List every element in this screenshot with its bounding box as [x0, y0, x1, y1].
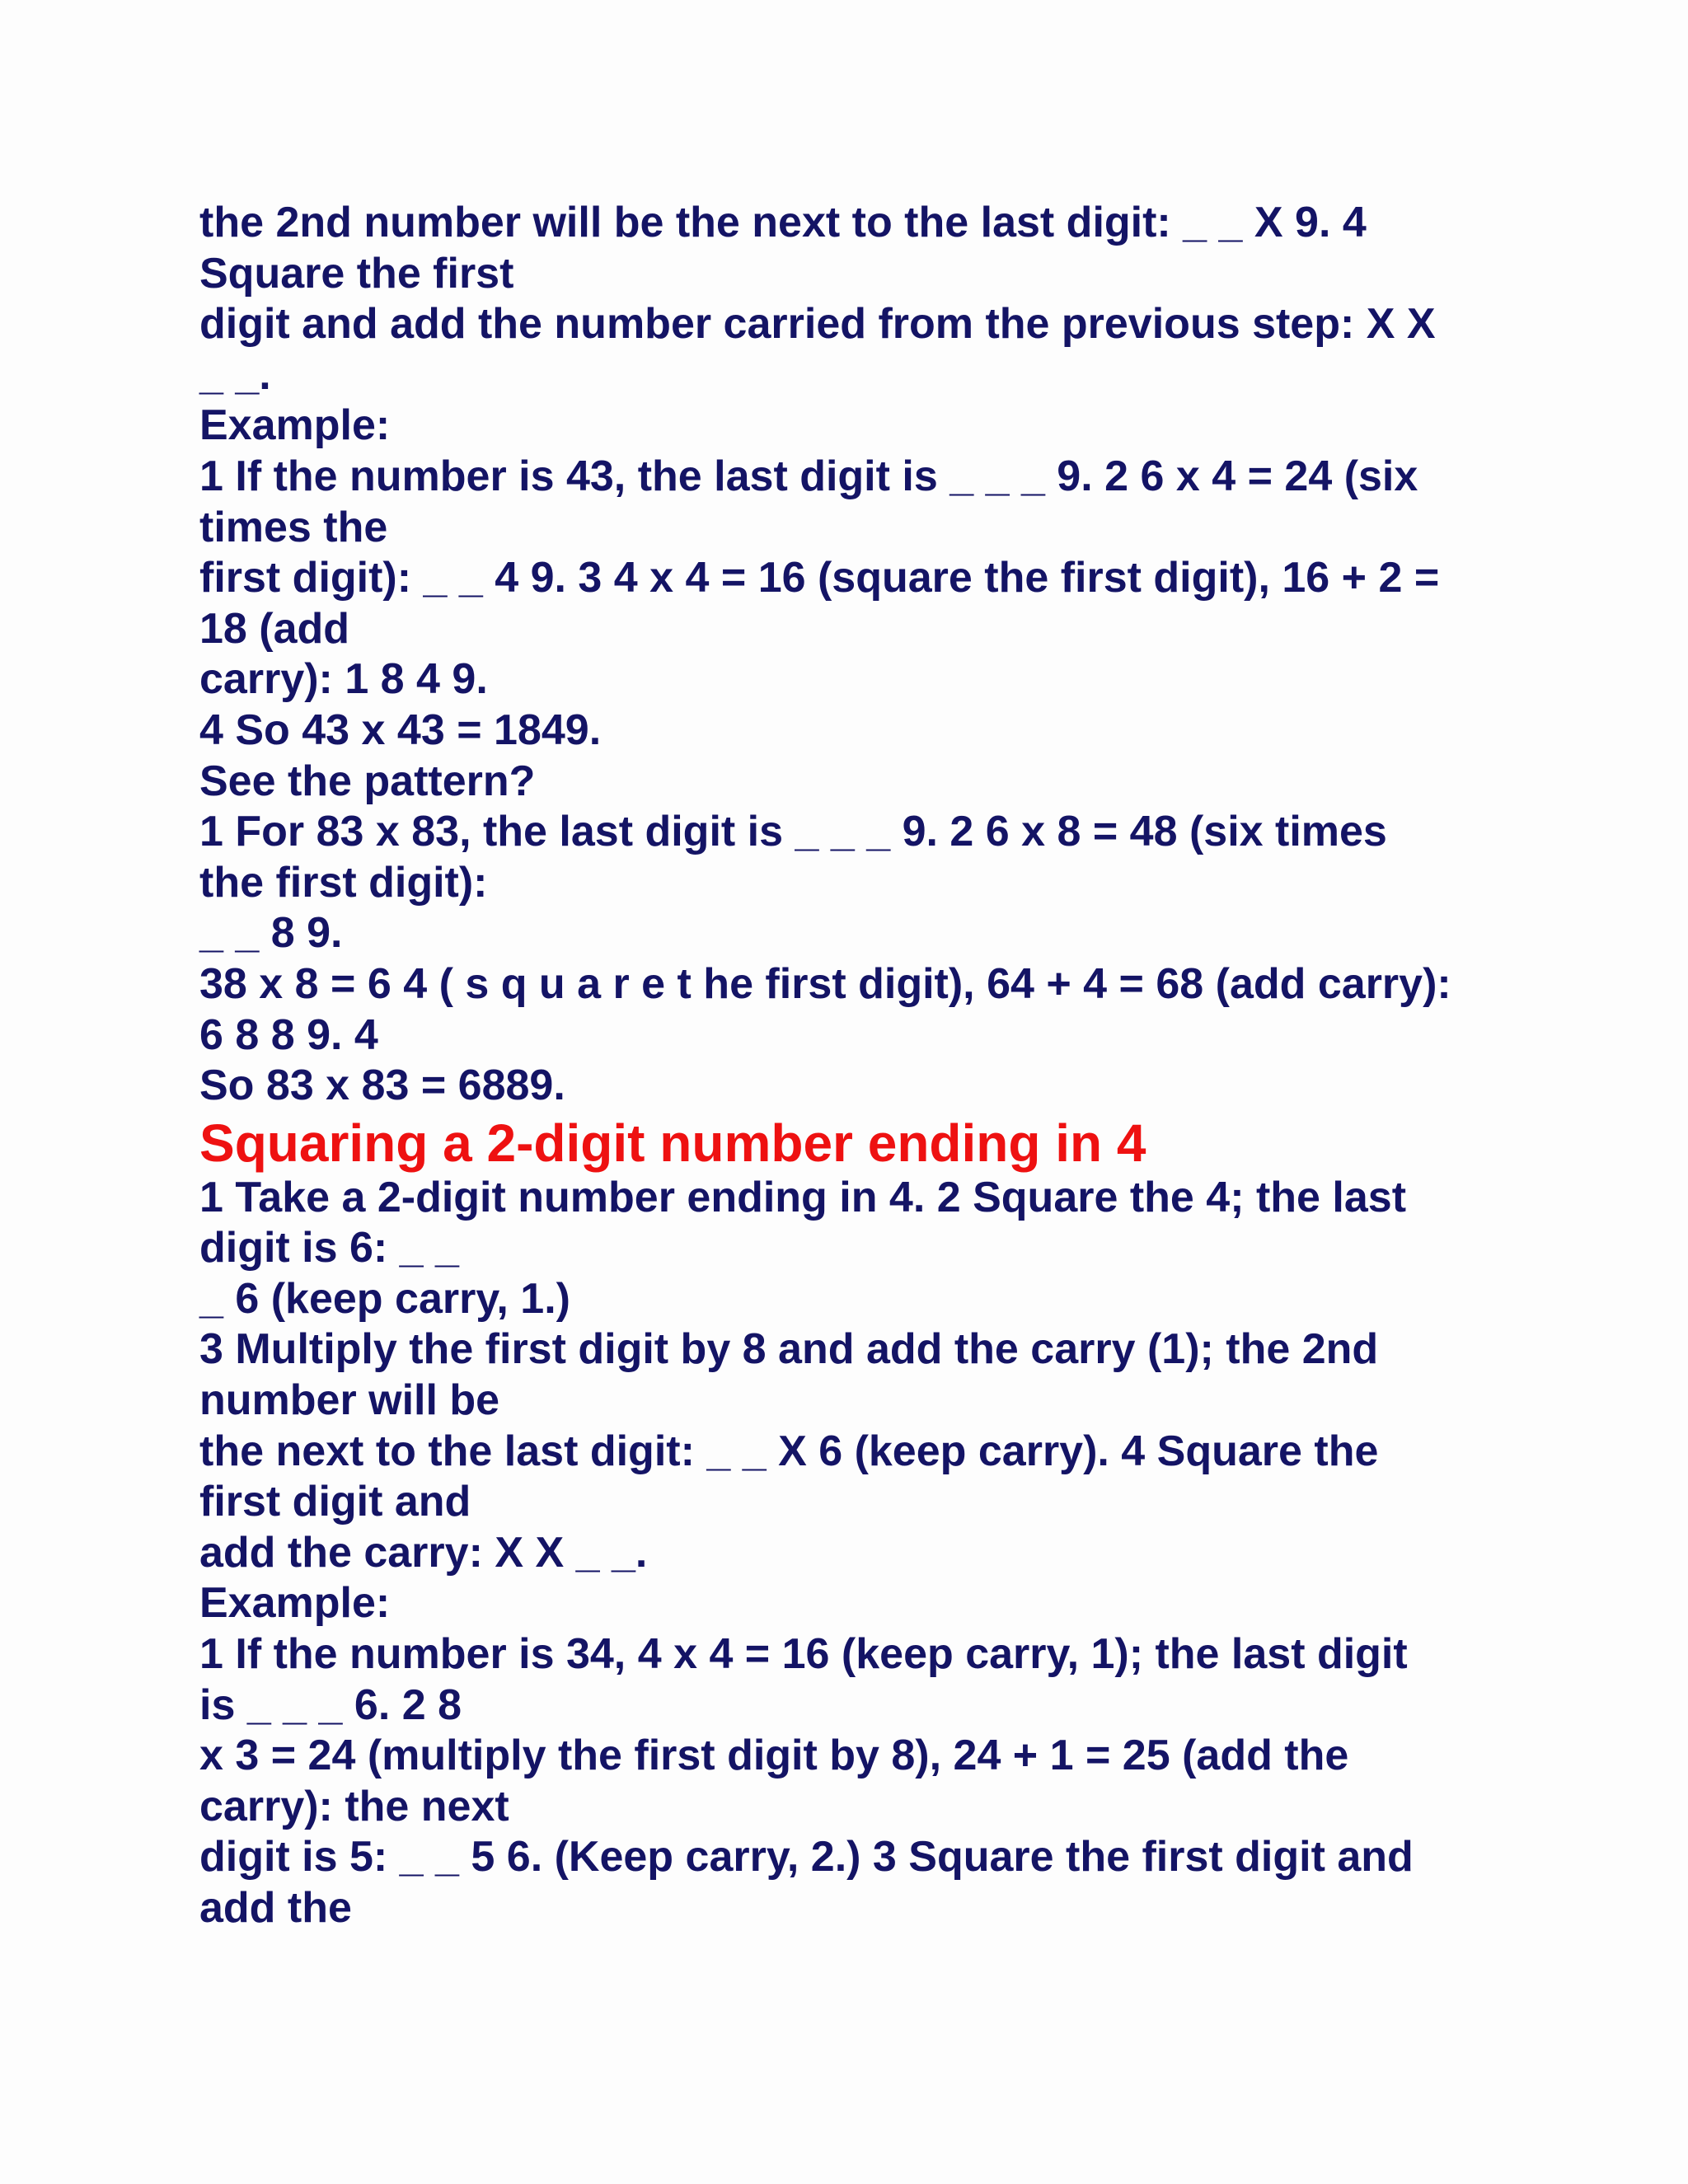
- text-line: digit is 5: _ _ 5 6. (Keep carry, 2.) 3 Square the first digit and: [199, 1833, 1414, 1882]
- section-previous-method: [199, 198, 1518, 1112]
- text-line: digit and add the number carried from the previous step: X X: [199, 300, 1436, 349]
- text-line: _ _.: [199, 350, 271, 399]
- text-line: times the: [199, 503, 388, 551]
- example-label: Example:: [199, 401, 391, 450]
- text-line: digit is 6: _ _: [199, 1224, 459, 1272]
- text-line: add the: [199, 1884, 352, 1932]
- document-content: [199, 198, 1518, 1934]
- text-line: is _ _ _ 6. 2 8: [199, 1680, 462, 1729]
- text-line: 3 Multiply the first digit by 8 and add the carry (1); the 2nd: [199, 1325, 1379, 1374]
- text-line: number will be: [199, 1376, 500, 1425]
- text-line: _ 6 (keep carry, 1.): [199, 1274, 570, 1323]
- text-line: See the pattern?: [199, 757, 536, 805]
- section-ending-in-4: [199, 1173, 1518, 1934]
- text-line: Square the first: [199, 249, 514, 298]
- text-line: first digit): _ _ 4 9. 3 4 x 4 = 16 (square the first digit), 16 + 2 =: [199, 554, 1440, 602]
- text-line: _ _ 8 9.: [199, 909, 343, 958]
- text-line: carry): the next: [199, 1782, 509, 1830]
- text-line: first digit and: [199, 1478, 471, 1526]
- text-line: the 2nd number will be the next to the last digit: _ _ X 9. 4: [199, 199, 1367, 246]
- text-line: 38 x 8 = 6 4 ( s q u a r e t he first digit), 64 + 4 = 68 (add carry):: [199, 959, 1451, 1008]
- text-line: 4 So 43 x 43 = 1849.: [199, 705, 602, 754]
- text-line: 1 Take a 2-digit number ending in 4. 2 Square the 4; the last: [199, 1173, 1407, 1221]
- example-label: Example:: [199, 1579, 391, 1628]
- section-heading: Squaring a 2-digit number ending in 4: [199, 1113, 1146, 1173]
- text-line: the next to the last digit: _ _ X 6 (keep carry). 4 Square the: [199, 1427, 1379, 1475]
- text-line: 1 If the number is 34, 4 x 4 = 16 (keep carry, 1); the last digit: [199, 1630, 1408, 1679]
- text-line: 1 If the number is 43, the last digit is _ _ _ 9. 2 6 x 4 = 24 (six: [199, 452, 1418, 500]
- text-line: the first digit):: [199, 858, 488, 907]
- text-line: x 3 = 24 (multiply the first digit by 8), 24 + 1 = 25 (add the: [199, 1732, 1349, 1780]
- text-line: 1 For 83 x 83, the last digit is _ _ _ 9. 2 6 x 8 = 48 (six times: [199, 808, 1387, 856]
- text-line: So 83 x 83 = 6889.: [199, 1062, 565, 1110]
- text-line: carry): 1 8 4 9.: [199, 655, 488, 704]
- text-line: 18 (add: [199, 604, 350, 653]
- text-line: add the carry: X X _ _.: [199, 1528, 648, 1577]
- text-line: 6 8 8 9. 4: [199, 1010, 378, 1059]
